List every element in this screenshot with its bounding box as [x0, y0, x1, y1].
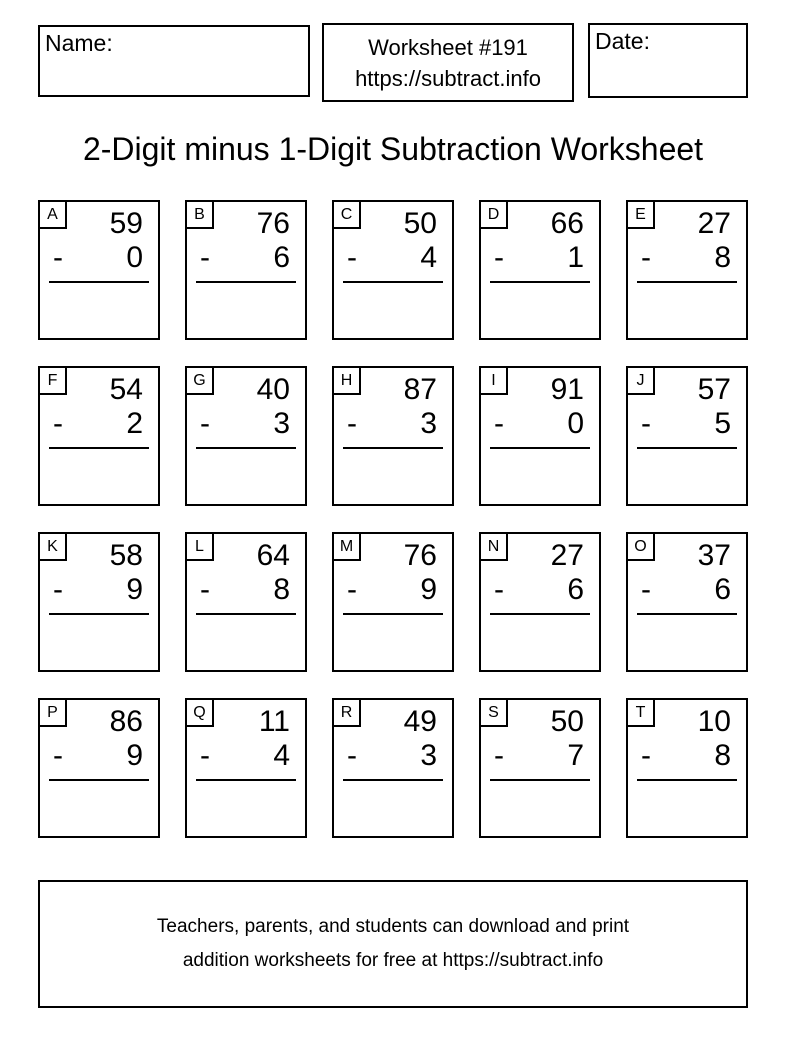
- answer-space: [334, 781, 452, 836]
- problem-cell: [38, 366, 160, 506]
- answer-space: [481, 615, 599, 670]
- problem-label: G: [187, 368, 214, 395]
- minuend: 87: [403, 373, 437, 406]
- problem-cell: [479, 366, 601, 506]
- subtrahend: 3: [420, 739, 437, 772]
- minuend: 54: [109, 373, 143, 406]
- footer-line-2: addition worksheets for free at https://subtract.info: [182, 950, 604, 971]
- footer-line-1: Teachers, parents, and students can download and print: [156, 916, 630, 937]
- minus-operator: -: [53, 241, 63, 274]
- worksheet-info-box: [322, 23, 574, 102]
- problem-label: M: [334, 534, 361, 561]
- problem-cell: [479, 200, 601, 340]
- subtrahend: 5: [714, 407, 731, 440]
- problem-cell: [38, 698, 160, 838]
- minus-operator: -: [494, 241, 504, 274]
- subtrahend: 4: [420, 241, 437, 274]
- subtrahend: 6: [273, 241, 290, 274]
- minuend: 66: [550, 207, 584, 240]
- problem-label: E: [628, 202, 655, 229]
- problem-cell: [332, 366, 454, 506]
- problem-cell: [479, 698, 601, 838]
- minus-operator: -: [200, 241, 210, 274]
- subtrahend: 7: [567, 739, 584, 772]
- problem-label: O: [628, 534, 655, 561]
- problem-cell: [626, 200, 748, 340]
- minuend: 49: [403, 705, 437, 738]
- answer-space: [628, 781, 746, 836]
- answer-space: [187, 615, 305, 670]
- subtrahend: 9: [420, 573, 437, 606]
- subtrahend: 8: [714, 739, 731, 772]
- answer-space: [628, 615, 746, 670]
- problem-cell: [626, 532, 748, 672]
- subtrahend: 6: [567, 573, 584, 606]
- problem-label: C: [334, 202, 361, 229]
- minuend: 10: [697, 705, 731, 738]
- problem-label: R: [334, 700, 361, 727]
- minus-operator: -: [200, 573, 210, 606]
- problem-label: A: [40, 202, 67, 229]
- problem-label: L: [187, 534, 214, 561]
- answer-space: [481, 449, 599, 504]
- subtrahend: 9: [126, 739, 143, 772]
- problem-cell: [38, 532, 160, 672]
- minuend: 27: [550, 539, 584, 572]
- subtrahend: 8: [714, 241, 731, 274]
- answer-space: [187, 449, 305, 504]
- problem-label: D: [481, 202, 508, 229]
- minuend: 59: [109, 207, 143, 240]
- minus-operator: -: [53, 573, 63, 606]
- minuend: 91: [550, 373, 584, 406]
- minus-operator: -: [347, 407, 357, 440]
- minus-operator: -: [53, 407, 63, 440]
- subtrahend: 6: [714, 573, 731, 606]
- worksheet-number: Worksheet #191: [368, 34, 528, 60]
- answer-space: [628, 283, 746, 338]
- problem-label: Q: [187, 700, 214, 727]
- problem-cell: [332, 200, 454, 340]
- problem-cell: [479, 532, 601, 672]
- minuend: 64: [256, 539, 290, 572]
- problem-cell: [185, 698, 307, 838]
- worksheet-url: https://subtract.info: [355, 65, 541, 91]
- minuend: 76: [256, 207, 290, 240]
- minus-operator: -: [494, 407, 504, 440]
- minus-operator: -: [53, 739, 63, 772]
- problem-label: I: [481, 368, 508, 395]
- minus-operator: -: [641, 739, 651, 772]
- problem-label: F: [40, 368, 67, 395]
- problem-cell: [185, 532, 307, 672]
- problem-label: J: [628, 368, 655, 395]
- minus-operator: -: [347, 739, 357, 772]
- minus-operator: -: [347, 573, 357, 606]
- minuend: 37: [697, 539, 731, 572]
- answer-space: [481, 283, 599, 338]
- date-label: Date:: [595, 28, 650, 54]
- name-field-box: [38, 25, 310, 97]
- footer-box: [38, 880, 748, 1008]
- minuend: 50: [550, 705, 584, 738]
- subtrahend: 2: [126, 407, 143, 440]
- subtrahend: 4: [273, 739, 290, 772]
- problem-label: P: [40, 700, 67, 727]
- date-field-box: [588, 23, 748, 98]
- problem-cell: [332, 698, 454, 838]
- problems-grid: [38, 200, 748, 838]
- problem-label: S: [481, 700, 508, 727]
- subtrahend: 3: [420, 407, 437, 440]
- minuend: 57: [697, 373, 731, 406]
- minus-operator: -: [200, 739, 210, 772]
- answer-space: [628, 449, 746, 504]
- problem-cell: [626, 366, 748, 506]
- minus-operator: -: [641, 407, 651, 440]
- subtrahend: 0: [567, 407, 584, 440]
- answer-space: [40, 449, 158, 504]
- minuend: 11: [258, 705, 290, 738]
- subtrahend: 0: [126, 241, 143, 274]
- problem-label: K: [40, 534, 67, 561]
- minuend: 27: [697, 207, 731, 240]
- subtrahend: 8: [273, 573, 290, 606]
- minuend: 40: [256, 373, 290, 406]
- minuend: 50: [403, 207, 437, 240]
- page-title: 2-Digit minus 1-Digit Subtraction Worksheet: [82, 131, 704, 167]
- problem-label: B: [187, 202, 214, 229]
- problem-cell: [626, 698, 748, 838]
- minuend: 58: [109, 539, 143, 572]
- minus-operator: -: [494, 739, 504, 772]
- answer-space: [40, 283, 158, 338]
- problem-cell: [185, 200, 307, 340]
- problem-label: H: [334, 368, 361, 395]
- subtrahend: 1: [567, 241, 584, 274]
- answer-space: [187, 283, 305, 338]
- answer-space: [40, 615, 158, 670]
- problem-cell: [332, 532, 454, 672]
- answer-space: [334, 449, 452, 504]
- minus-operator: -: [641, 573, 651, 606]
- subtrahend: 3: [273, 407, 290, 440]
- problem-label: N: [481, 534, 508, 561]
- answer-space: [187, 781, 305, 836]
- minus-operator: -: [494, 573, 504, 606]
- answer-space: [481, 781, 599, 836]
- name-label: Name:: [45, 30, 113, 56]
- problem-label: T: [628, 700, 655, 727]
- minus-operator: -: [641, 241, 651, 274]
- subtrahend: 9: [126, 573, 143, 606]
- problem-cell: [185, 366, 307, 506]
- answer-space: [40, 781, 158, 836]
- minus-operator: -: [347, 241, 357, 274]
- minuend: 86: [109, 705, 143, 738]
- minus-operator: -: [200, 407, 210, 440]
- answer-space: [334, 283, 452, 338]
- minuend: 76: [403, 539, 437, 572]
- answer-space: [334, 615, 452, 670]
- problem-cell: [38, 200, 160, 340]
